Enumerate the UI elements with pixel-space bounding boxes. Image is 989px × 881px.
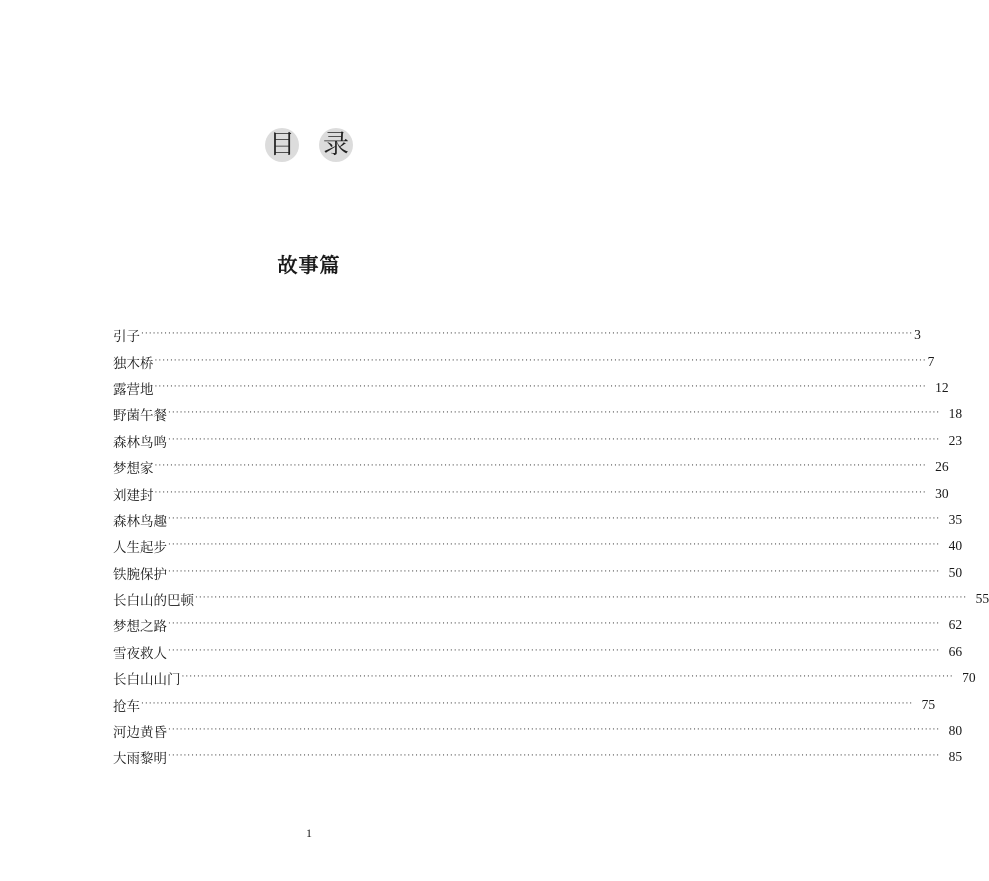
toc-entry-title: 抢车: [113, 698, 140, 715]
toc-entry-page-number: 7: [927, 353, 935, 369]
toc-entry-title: 河边黄昏: [113, 725, 167, 742]
dot-leader: ········································································································································································································: [168, 513, 941, 524]
dot-leader: ········································································································································································································: [168, 619, 941, 630]
toc-entry[interactable]: [113, 560, 963, 586]
dot-leader: ········································································································································································································: [154, 461, 927, 472]
toc-entry-title: 露营地: [113, 381, 154, 398]
toc-entry[interactable]: [113, 665, 976, 691]
section-heading: 故事篇: [277, 253, 341, 277]
toc-entry-title: 独木桥: [113, 355, 154, 372]
toc-entry-page-number: 85: [948, 749, 963, 765]
toc-entry-page-number: 50: [948, 564, 963, 580]
toc-entry-page-number: 62: [948, 617, 963, 633]
dot-leader: ········································································································································································································: [154, 487, 927, 498]
dot-leader: ········································································································································································································: [154, 381, 927, 392]
toc-entry-page-number: 40: [948, 538, 963, 554]
dot-leader: ········································································································································································································: [168, 540, 941, 551]
toc-entry[interactable]: [113, 401, 963, 427]
toc-entry[interactable]: [113, 691, 936, 717]
toc-entry-title: 雪夜救人: [113, 645, 167, 662]
toc-entry-page-number: 12: [935, 379, 949, 395]
dot-leader: ········································································································································································································: [181, 672, 954, 683]
dot-leader: ········································································································································································································: [168, 434, 941, 445]
dot-leader: ········································································································································································································: [168, 408, 941, 419]
toc-entry[interactable]: [113, 348, 935, 374]
toc-entry[interactable]: [113, 428, 963, 454]
toc-entry-title: 梦想之路: [113, 619, 167, 636]
toc-entry-page-number: 18: [948, 406, 963, 422]
toc-entry-title: 梦想家: [113, 461, 154, 478]
dot-leader: ········································································································································································································: [141, 698, 914, 709]
toc-entry-title: 森林鸟鸣: [113, 434, 167, 451]
dot-leader: ········································································································································································································: [154, 355, 927, 366]
dot-leader: ········································································································································································································: [195, 593, 968, 604]
toc-entry[interactable]: [113, 744, 963, 770]
toc-entry-page-number: 66: [948, 643, 963, 659]
toc-entry-page-number: 23: [948, 432, 963, 448]
toc-entry[interactable]: [113, 639, 963, 665]
toc-entry-title: 长白山的巴顿: [113, 593, 194, 610]
dot-leader: ········································································································································································································: [168, 566, 941, 577]
toc-entry-title: 铁腕保护: [113, 566, 167, 583]
dot-leader: ········································································································································································································: [168, 751, 941, 762]
toc-entry-title: 森林鸟趣: [113, 513, 167, 530]
toc-entry-page-number: 75: [921, 696, 936, 712]
dot-leader: ········································································································································································································: [168, 725, 941, 736]
toc-entry[interactable]: [113, 375, 949, 401]
title-char-1: 目: [265, 128, 299, 162]
page-title: [0, 128, 618, 162]
toc-entry[interactable]: [113, 507, 963, 533]
title-char-2: 录: [319, 128, 353, 162]
toc-entry-title: 人生起步: [113, 540, 167, 557]
toc-entry[interactable]: [113, 718, 963, 744]
toc-entry-page-number: 35: [948, 511, 963, 527]
toc-entry-title: 长白山山门: [113, 672, 181, 689]
toc-entry-title: 引子: [113, 329, 140, 346]
toc-entry[interactable]: [113, 480, 949, 506]
toc-entry-page-number: 70: [962, 670, 976, 686]
toc-entry-page-number: 55: [975, 591, 989, 607]
dot-leader: ········································································································································································································: [168, 645, 941, 656]
toc-entry-page-number: 30: [935, 485, 949, 501]
toc-entry[interactable]: [113, 454, 949, 480]
toc-entry-title: 大雨黎明: [113, 751, 167, 768]
toc-entry-title: 野菌午餐: [113, 408, 167, 425]
toc-entry-page-number: 26: [935, 459, 949, 475]
toc-entry[interactable]: [113, 533, 963, 559]
toc-entry-page-number: 80: [948, 723, 963, 739]
toc-entry[interactable]: [113, 586, 989, 612]
toc-entry-title: 刘建封: [113, 487, 154, 504]
page-number: 1: [306, 826, 312, 840]
table-of-contents: [113, 322, 989, 771]
toc-entry[interactable]: [113, 322, 921, 348]
toc-entry-page-number: 3: [914, 327, 921, 343]
dot-leader: ········································································································································································································: [141, 329, 914, 340]
toc-entry[interactable]: [113, 612, 963, 638]
